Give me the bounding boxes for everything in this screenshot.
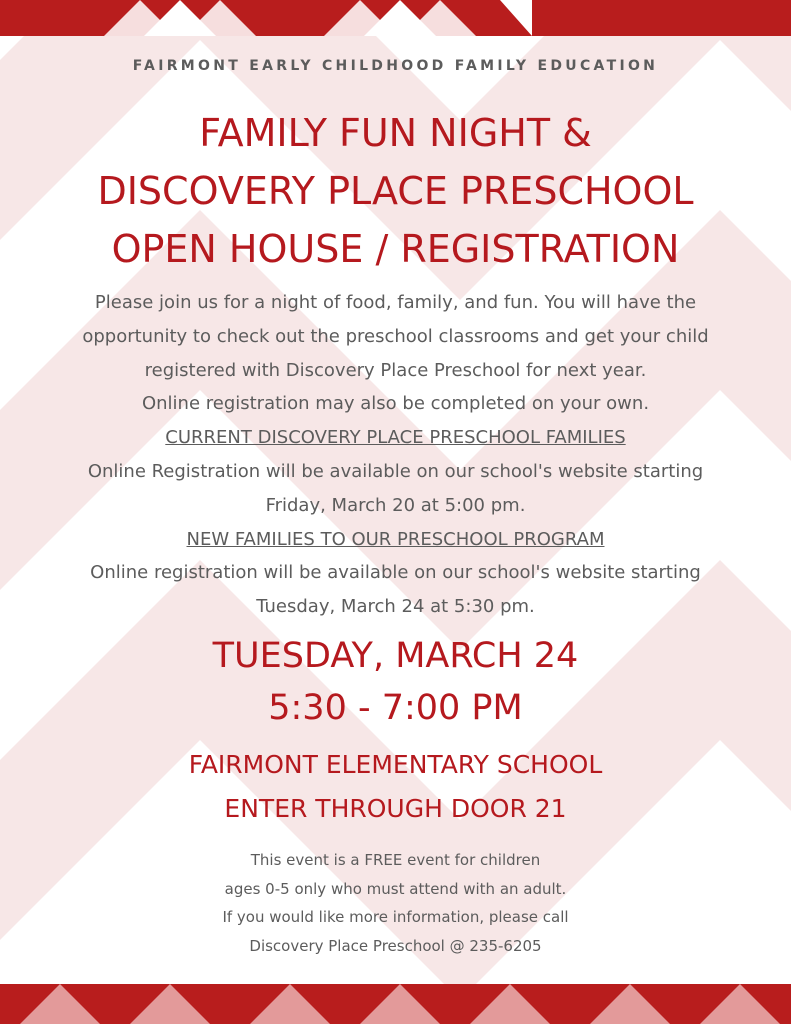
new-families-line: Tuesday, March 24 at 5:30 pm. (256, 596, 535, 618)
footer-note (0, 846, 791, 960)
intro-line: Please join us for a night of food, family, and fun. You will have the (94, 292, 697, 313)
event-time: 5:30 - 7:00 PM (268, 688, 523, 728)
event-location (0, 743, 791, 831)
note-line: This event is a FREE event for children (250, 851, 541, 869)
current-families-line: Friday, March 20 at 5:00 pm. (265, 494, 526, 516)
organization-name: FAIRMONT EARLY CHILDHOOD FAMILY EDUCATION (132, 58, 659, 74)
title-line: OPEN HOUSE / REGISTRATION (111, 227, 680, 271)
new-families-line: Online registration will be available on our school's website starting (90, 562, 701, 584)
event-description (0, 286, 791, 624)
title-line: FAMILY FUN NIGHT & (199, 111, 592, 155)
intro-line: opportunity to check out the preschool classrooms and get your child (82, 325, 709, 347)
title-line: DISCOVERY PLACE PRESCHOOL (97, 169, 694, 213)
note-line: Discovery Place Preschool @ 235-6205 (249, 936, 542, 955)
location-name: FAIRMONT ELEMENTARY SCHOOL (188, 750, 603, 779)
current-families-line: Online Registration will be available on our school's website starting (87, 460, 704, 482)
event-title (0, 104, 791, 278)
event-date: TUESDAY, MARCH 24 (212, 636, 579, 676)
intro-line: Online registration may also be completed on your own. (141, 393, 650, 415)
entrance-info: ENTER THROUGH DOOR 21 (224, 794, 567, 823)
note-line: If you would like more information, please call (222, 908, 569, 926)
event-datetime (0, 630, 791, 734)
new-families-heading: NEW FAMILIES TO OUR PRESCHOOL PROGRAM (186, 528, 605, 550)
intro-line: registered with Discovery Place Preschool for next year. (144, 359, 647, 381)
note-line: ages 0-5 only who must attend with an adult. (224, 879, 567, 898)
current-families-heading: CURRENT DISCOVERY PLACE PRESCHOOL FAMILIES (165, 427, 626, 449)
